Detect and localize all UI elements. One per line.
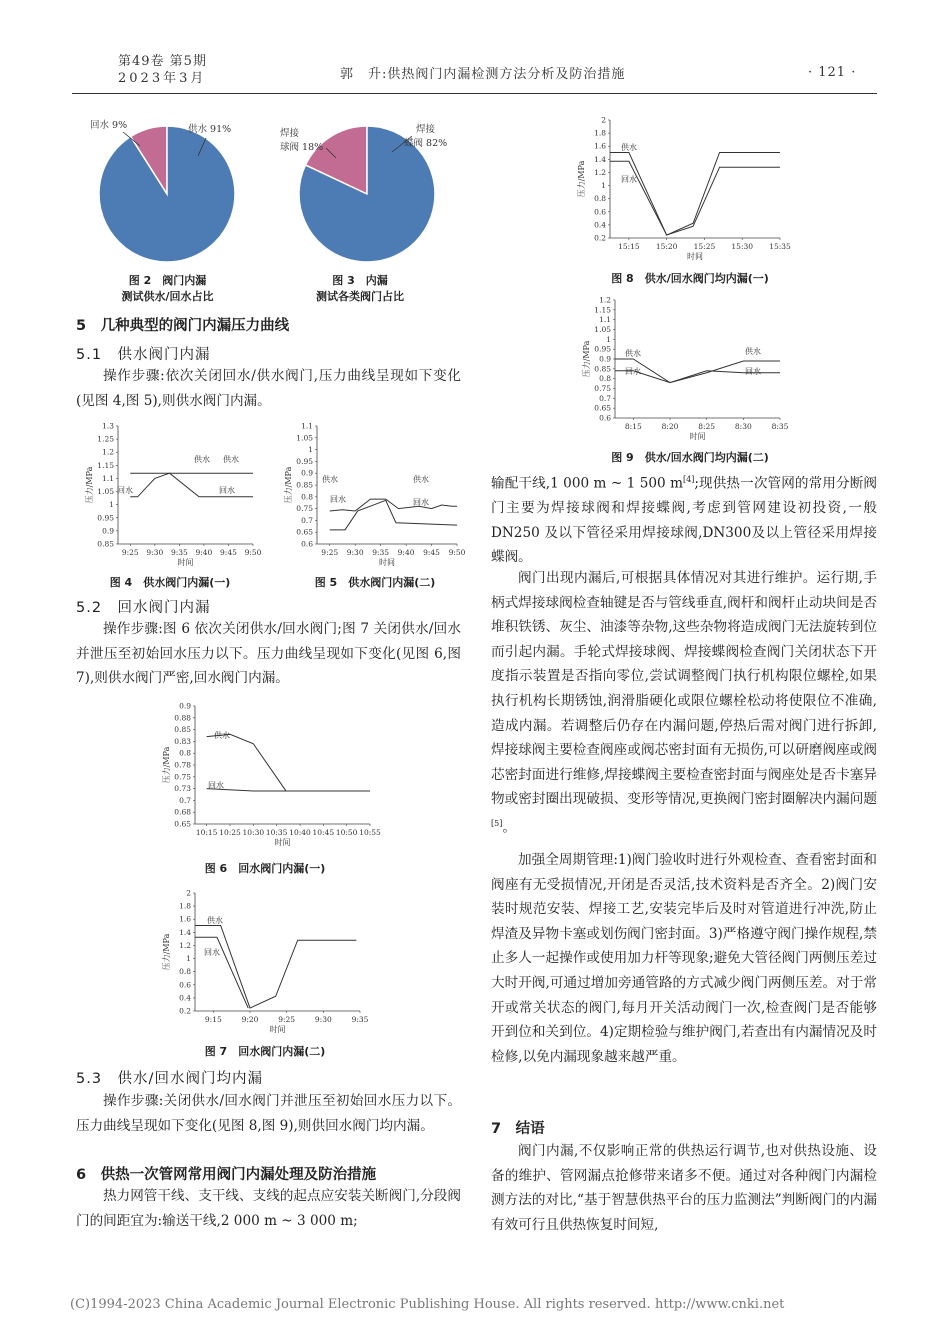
ch9-ytick-label: 0.7 [599,393,611,403]
ch8-ytick-label: 0.4 [594,220,606,230]
ch4-ytick-label: 1.1 [102,473,114,483]
ch8-xtick-label: 15:25 [693,242,716,251]
ch8-x-axis-label: 时间 [687,252,703,261]
fig6-plot [161,702,381,848]
ch9-ytick-label: 0.9 [599,354,611,364]
ch9-ytick-label: 1.05 [594,325,611,334]
ch9-ytick-label: 0.95 [594,344,611,354]
fig8-caption: 图 8 供水/回水阀门均内漏(一) [611,272,769,285]
fig9-legend-return-2: 回水 [745,367,761,376]
fig4-plot [84,422,262,568]
ch9-ytick-label: 1.2 [599,295,611,305]
ch7-xtick-label: 9:30 [314,1015,332,1024]
ch4-ytick-label: 1.05 [97,487,114,497]
ch4-xtick-label: 9:30 [146,548,164,557]
ch5-ytick-label: 0.75 [296,504,313,514]
ch5-ytick-label: 1.1 [301,421,313,431]
section-5-3-paragraph: 操作步骤:关闭供水/回水阀门并泄压至初始回水压力以下。压力曲线呈现如下变化(见图 8,图 9),则供回水阀门均内漏。 [76,1093,461,1134]
ch7-x-axis-label: 时间 [269,1025,286,1034]
ch9-ytick-label: 0.6 [599,413,611,423]
fig6-caption: 图 6 回水阀门内漏(一) [204,862,326,875]
ch6-ytick-label: 0.7 [179,795,191,805]
fig4-legend-supply: 供水 [194,455,210,464]
fig4-caption: 图 4 供水阀门内漏(一) [109,576,231,589]
ch9-xtick-label: 8:35 [771,422,789,431]
ch5-xtick-label: 9:40 [397,548,415,557]
running-title: 郭 升:供热阀门内漏检测方法分析及防治措施 [340,67,626,82]
fig5-legend-supply: 供水 [322,475,338,484]
ch4-xtick-label: 9:35 [170,548,188,557]
ch7-series-return-line [195,937,248,1008]
ch4-ytick-label: 1.3 [102,421,114,431]
ch5-xtick-label: 9:50 [448,548,466,557]
fig7-line-chart [160,885,370,1045]
fig2-label-supply: 供水 91% [188,124,232,135]
footer-copyright: (C)1994-2023 China Academic Journal Electronic Publishing House. All rights reserved. [70,1297,651,1312]
ch6-xtick-label: 10:45 [312,828,335,837]
ch6-xtick-label: 10:55 [359,828,381,837]
ch9-xtick-label: 8:30 [734,422,752,431]
ch8-xtick-label: 15:20 [655,242,678,251]
ch4-x-axis-label: 时间 [177,558,194,567]
ch5-ytick-label: 0.8 [301,492,313,502]
fig4-line-chart [76,418,266,588]
ch5-x-axis-label: 时间 [379,558,395,567]
ch8-xtick-label: 15:35 [769,242,791,251]
fig3-label-ball-2: 球阀 18% [280,142,324,153]
ch4-xtick-label: 9:45 [220,548,237,557]
fig5-legend-return-2: 回水 [413,498,429,507]
ch8-xtick-label: 15:30 [731,242,754,251]
right-paragraph-3: 加强全周期管理:1)阀门验收时进行外观检查、查看密封面和阀座有无受损情况,开闭是否灵活,技术资料是否齐全。2)阀门安装时规范安装、焊接工艺,安装完毕后及时对管道进行冲洗,防止焊渣及异物卡塞或划伤阀门密封面。3)严格遵守阀门操作规程,禁止多人一起操作或使用加力杆等现象;避免大管径阀门两侧压差过大时开阀,可通过增加旁通管路的方式减少阀门两侧压差。对于常开或常关状态的阀门,每月开关活动阀门一次,检查阀门是否能够开到位和关到位。4)定期检验与维护阀门,若查出有内漏情况及时检修,以免内漏现象越来越严重。 [491,852,877,1065]
section-5-2-title: 5.2 回水阀门内漏 [76,600,211,616]
ch5-xtick-label: 9:25 [321,548,339,557]
ch9-ytick-label: 0.65 [594,403,611,413]
ch4-ytick-label: 0.85 [97,539,114,549]
ch8-y-axis-label: 压力/MPa [577,160,586,198]
ch6-xtick-label: 10:50 [335,828,358,837]
right-paragraph-1-rest: ;现供热一次管网的常用分断阀门主要为焊接球阀和焊接蝶阀,考虑到管网建设初投资,一般 DN250 及以下管径采用焊接球阀,DN300及以上管径采用焊接蝶阀。 [491,475,877,566]
ch7-ytick-label: 1 [186,954,191,964]
ch8-xtick-label: 15:15 [618,242,640,251]
ch5-ytick-label: 0.65 [296,527,313,537]
ch5-series-supply-line [330,499,457,511]
section-6-title: 6 供热一次管网常用阀门内漏处理及防治措施 [76,1167,377,1183]
ch7-ytick-label: 1.6 [179,914,191,924]
ch9-ytick-label: 0.75 [594,384,611,393]
fig4-legend-supply-2: 供水 [223,455,239,464]
fig9-legend-return: 回水 [625,367,641,376]
ch6-ytick-label: 0.9 [179,701,191,711]
ch4-xtick-label: 9:25 [121,548,139,557]
ch6-ytick-label: 0.88 [174,713,191,723]
ch8-ytick-label: 2 [601,115,606,125]
section-5-1-paragraph: 操作步骤:依次关闭回水/供水阀门,压力曲线呈现如下变化(见图 4,图 5),则供水阀门内漏。 [76,368,461,409]
header-rule [72,93,877,94]
ch5-ytick-label: 1 [308,445,313,455]
fig8-plot [576,116,791,262]
fig5-legend-return: 回水 [330,495,346,504]
ch9-ytick-label: 1.15 [594,305,611,315]
fig7-legend-return: 回水 [204,948,220,957]
ch6-ytick-label: 0.83 [174,736,191,746]
ch4-ytick-label: 1.25 [97,434,114,444]
ch7-y-axis-label: 压力/MPa [162,933,171,971]
ch5-ytick-label: 0.95 [296,456,313,466]
right-paragraph-1 [491,468,877,570]
ch6-xtick-label: 10:30 [242,828,265,837]
ch6-y-axis-label: 压力/MPa [162,746,171,784]
section-7-title: 7 结语 [491,1121,545,1137]
fig6-legend-supply: 供水 [214,731,230,740]
ch5-ytick-label: 1.05 [296,433,313,443]
fig5-legend-supply-2: 供水 [413,475,429,484]
ch6-ytick-label: 0.65 [174,819,191,829]
fig4-legend-return-2: 回水 [219,486,235,495]
fig2-slice-1 [99,126,235,262]
right-paragraph-2-text: 阀门出现内漏后,可根据具体情况对其进行维护。运行期,手柄式焊接球阀检查轴键是否与管线垂直,阀杆和阀杆止动块间是否堆积铁锈、灰尘、油漆等杂物,这些杂物将造成阀门无法旋转到位而引起内漏。手轮式焊接球阀、焊接蝶阀检查阀门关闭状态下开度指示装置是否指向零位,尝试调整阀门执行机构限位螺栓,如果执行机构长期锈蚀,润滑脂硬化或限位螺栓松动将使限位不准确,造成内漏。若调整后仍存在内漏问题,停热后需对阀门进行拆卸,焊接球阀主要检查阀座或阀芯密封面有无损伤,可以研磨阀座或阀芯密封面进行维修,焊接蝶阀主要检查密封面与阀座处是否卡塞异物或密封圈出现破损、变形等情况,更换阀门密封圈解决内漏问题 [491,570,877,808]
ch7-ytick-label: 2 [186,888,191,898]
journal-date: 2023年3月 [118,71,207,86]
ch6-ytick-label: 0.78 [174,760,191,770]
fig9-legend-supply: 供水 [625,349,641,358]
ch9-ytick-label: 1.1 [599,315,611,325]
ch8-ytick-label: 1.6 [594,141,606,151]
ch7-xtick-label: 9:35 [351,1015,369,1024]
footer-url[interactable]: http://www.cnki.net [655,1297,785,1312]
ch5-ytick-label: 0.7 [301,515,313,525]
ch4-ytick-label: 0.95 [97,513,114,523]
fig5-line-chart [275,418,470,588]
fig2-caption-line2: 测试供水/回水占比 [121,290,214,303]
citation-5[interactable]: [5] [491,818,503,828]
ch5-ytick-label: 0.6 [301,539,313,549]
fig9-legend-supply-2: 供水 [745,347,761,356]
section-5-2-paragraph: 操作步骤:图 6 依次关闭供水/回水阀门;图 7 关闭供水/回水并泄压至初始回水压力以下。压力曲线呈现如下变化(见图 6,图 7),则供水阀门严密,回水阀门内漏。 [76,621,461,687]
ch6-xtick-label: 10:25 [219,828,241,837]
ch4-ytick-label: 1.2 [102,447,114,457]
ch5-xtick-label: 9:35 [372,548,390,557]
right-paragraph-2 [491,566,877,840]
section-5-title: 5 几种典型的阀门内漏压力曲线 [76,318,290,334]
right-paragraph-1-text: 输配干线,1 000 m ~ 1 500 m [491,475,684,492]
ch7-ytick-label: 1.4 [179,927,191,937]
fig5-plot [283,422,466,568]
ch6-xtick-label: 10:40 [289,828,311,837]
fig9-line-chart [582,292,795,447]
ch9-xtick-label: 8:20 [661,422,679,431]
ch8-ytick-label: 0.2 [594,233,606,243]
section-5-3-title: 5.3 供水/回水阀门均内漏 [76,1071,263,1087]
ch9-xtick-label: 8:25 [698,422,716,431]
page-number: · 121 · [808,65,857,80]
fig3-label-butterfly-2: 蝶阀 82% [404,138,448,149]
ch8-series-return-line [610,161,780,235]
ch8-ytick-label: 0.6 [594,207,606,217]
fig3-pie-chart [270,108,460,268]
ch4-ytick-label: 1.15 [97,460,114,470]
ch6-ytick-label: 0.73 [174,784,191,794]
ch7-ytick-label: 0.6 [179,980,191,990]
right-paragraph-2-end: 。 [502,819,516,836]
ch9-y-axis-label: 压力/MPa [582,340,591,378]
ch8-ytick-label: 0.8 [594,194,606,204]
ch5-y-axis-label: 压力/MPa [284,466,293,504]
fig3-label-butterfly-1: 焊接 [416,124,436,135]
ch6-series-supply-line [207,734,370,791]
ch5-xtick-label: 9:45 [423,548,440,557]
ch5-xtick-label: 9:30 [346,548,364,557]
fig7-legend-supply: 供水 [207,916,223,925]
ch7-series-supply-line [195,925,356,1008]
ch7-ytick-label: 1.2 [179,940,191,950]
ch9-ytick-label: 1 [606,334,611,344]
ch4-xtick-label: 9:40 [195,548,213,557]
ch7-xtick-label: 9:20 [241,1015,259,1024]
ch7-xtick-label: 9:25 [278,1015,296,1024]
citation-4[interactable]: [4] [683,475,695,484]
fig9-plot [581,296,789,442]
ch6-x-axis-label: 时间 [274,838,291,847]
ch7-ytick-label: 0.4 [179,993,191,1003]
ch9-ytick-label: 0.85 [594,364,611,374]
fig2-caption-line1: 图 2 阀门内漏 [128,274,207,287]
ch9-xtick-label: 8:15 [624,422,642,431]
ch6-ytick-label: 0.68 [174,807,191,817]
ch6-xtick-label: 10:35 [265,828,288,837]
fig8-legend-supply: 供水 [621,143,637,152]
fig4-legend-return: 回水 [117,486,133,495]
fig3-caption-line1: 图 3 内漏 [332,274,388,287]
journal-volume: 第49卷 第5期 [118,54,207,69]
fig3-caption-line2: 测试各类阀门占比 [316,290,404,303]
right-paragraph-4: 阀门内漏,不仅影响正常的供热运行调节,也对供热设施、设备的维护、管网漏点抢修带来诸多不便。通过对各种阀门内漏检测方法的对比,“基于智慧供热平台的压力监测法”判断阀门的内漏有效可行且供热恢复时间短, [491,1143,877,1233]
fig9-caption: 图 9 供水/回水阀门均内漏(二) [611,451,769,464]
ch6-ytick-label: 0.75 [174,772,191,782]
ch9-ytick-label: 0.8 [599,374,611,384]
ch8-ytick-label: 1 [601,181,606,191]
fig6-line-chart [150,698,385,858]
ch7-ytick-label: 0.8 [179,967,191,977]
ch9-x-axis-label: 时间 [689,432,706,441]
fig6-legend-return: 回水 [208,781,224,790]
ch8-ytick-label: 1.4 [594,154,606,164]
fig5-caption: 图 5 供水阀门内漏(二) [314,576,436,589]
fig7-caption: 图 7 回水阀门内漏(二) [204,1045,326,1058]
ch7-ytick-label: 1.8 [179,901,191,911]
ch5-ytick-label: 0.85 [296,480,313,490]
ch4-ytick-label: 1 [109,500,114,510]
pie2-group [99,126,235,262]
ch7-ytick-label: 0.2 [179,1006,191,1016]
fig8-line-chart [577,112,795,272]
ch8-ytick-label: 1.8 [594,128,606,138]
ch8-ytick-label: 1.2 [594,167,606,177]
section-6-paragraph: 热力网管干线、支干线、支线的起点应安装关断阀门,分段阀门的间距宜为:输送干线,2 000 m ~ 3 000 m; [76,1188,461,1229]
fig8-legend-return: 回水 [621,175,637,184]
ch4-xtick-label: 9:50 [244,548,262,557]
fig2-label-return: 回水 9% [90,120,128,131]
ch6-ytick-label: 0.85 [174,725,191,735]
ch6-xtick-label: 10:15 [195,828,218,837]
ch6-series-return-line [207,789,370,791]
fig7-plot [161,889,369,1035]
ch4-y-axis-label: 压力/MPa [85,466,94,504]
ch4-ytick-label: 0.9 [102,526,114,536]
section-5-1-title: 5.1 供水阀门内漏 [76,347,211,363]
fig3-label-ball-1: 焊接 [280,128,300,139]
fig2-pie-chart [80,108,255,268]
ch5-ytick-label: 0.9 [301,468,313,478]
ch7-xtick-label: 9:15 [204,1015,222,1024]
ch6-ytick-label: 0.8 [179,748,191,758]
